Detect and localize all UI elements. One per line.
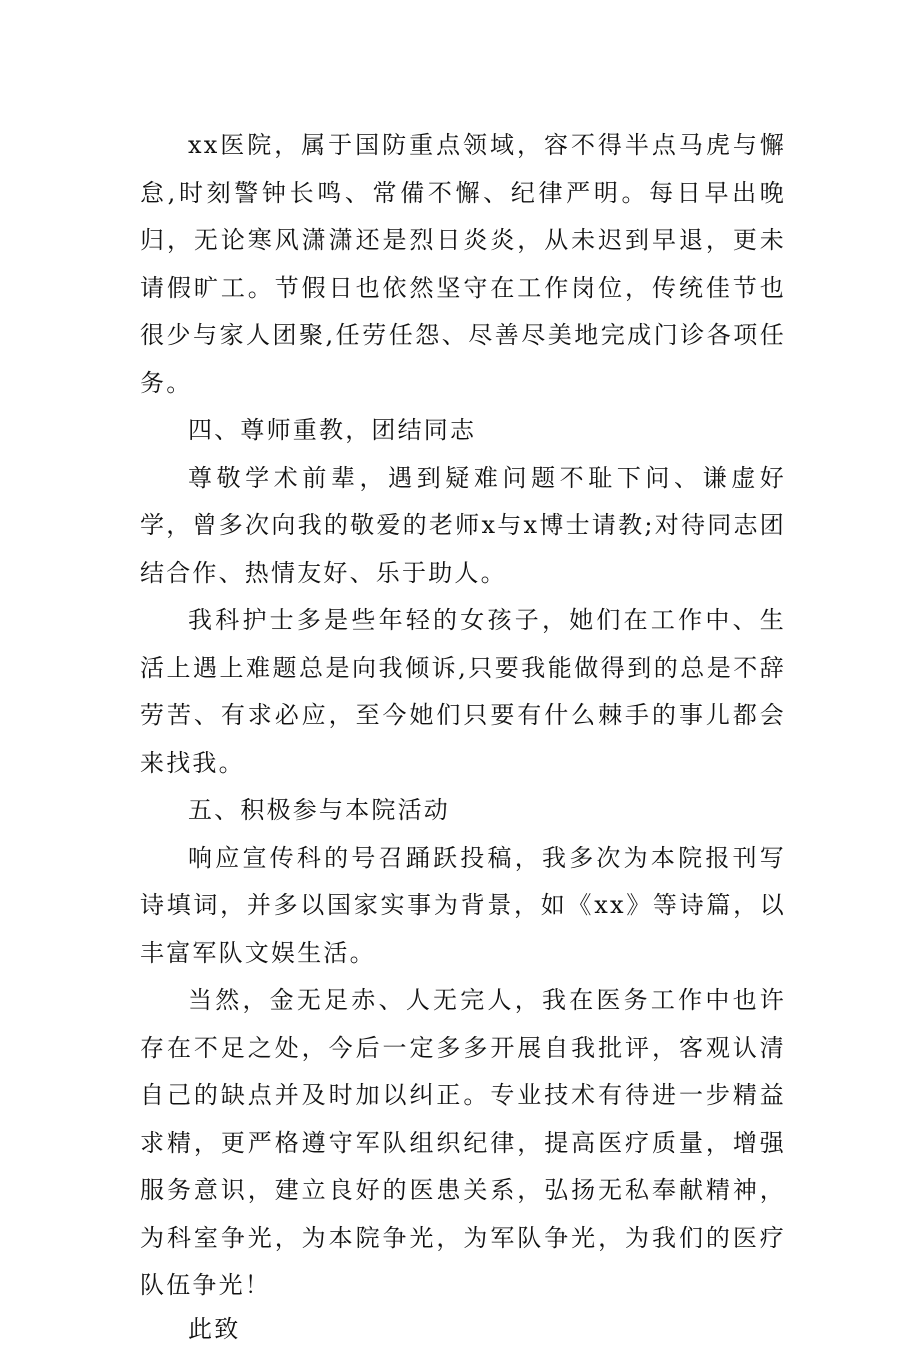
section-heading-respect-teachers: 四、尊师重教，团结同志 [188,416,477,444]
paragraph-self-criticism: 当然，金无足赤、人无完人，我在医务工作中也许存在不足之处，今后一定多多开展自我批评，客观认清自己的缺点并及时加以纠正。专业技术有待进一步精益求精，更严格遵守军队组织纪律，提高医疗质量，增强服务意识，建立良好的医患关系，弘扬无私奉献精神，为科室争光，为本院争光，为军队争光，为我们的医疗队伍争光！ [140,986,786,1299]
closing-salutation: 此致 [188,1314,241,1343]
document-body [140,122,786,1348]
paragraph-nurses: 我科护士多是些年轻的女孩子，她们在工作中、生活上遇上难题总是向我倾诉,只要我能做得到的总是不辞劳苦、有求必应，至今她们只要有什么棘手的事儿都会来找我。 [140,606,786,777]
section-heading-hospital-activities: 五、积极参与本院活动 [188,796,450,824]
paragraph-work-attitude: xx医院，属于国防重点领域，容不得半点马虎与懈怠,时刻警钟长鸣、常備不懈、纪律严明。每日早出晚归，无论寒风潇潇还是烈日炎炎，从未迟到早退，更未请假旷工。节假日也依然坚守在工作岗位，传统佳节也很少与家人团聚,任劳任怨、尽善尽美地完成门诊各项任务。 [140,131,786,397]
paragraph-respect-seniors: 尊敬学术前辈，遇到疑难问题不耻下问、谦虚好学，曾多次向我的敬爱的老师x与x博士请教;对待同志团结合作、热情友好、乐于助人。 [140,463,786,587]
paragraph-publicity: 响应宣传科的号召踊跃投稿，我多次为本院报刊写诗填词，并多以国家实事为背景，如《xx》等诗篇，以丰富军队文娱生活。 [140,843,786,967]
